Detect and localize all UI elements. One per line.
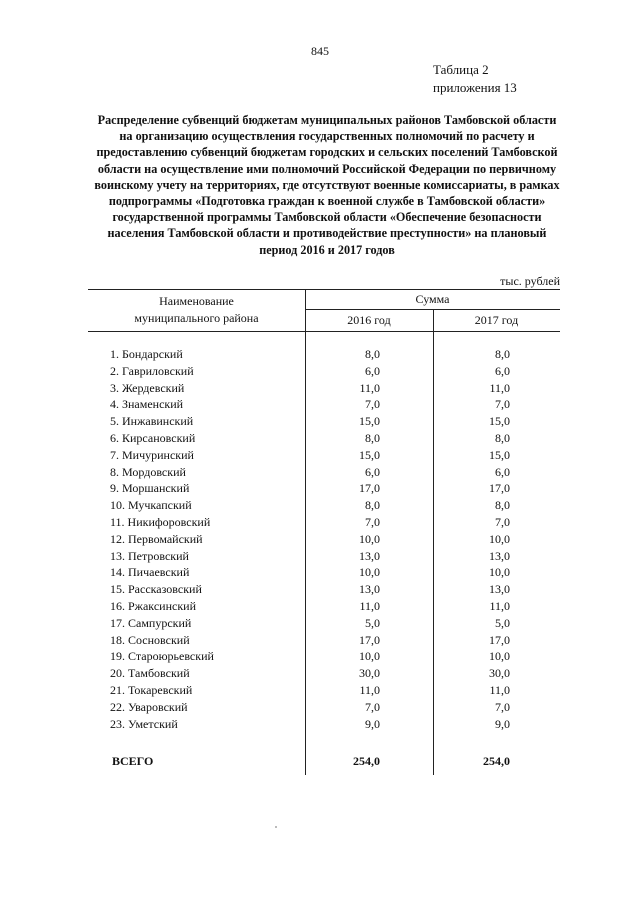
table-row <box>0 413 640 430</box>
table-row <box>0 380 640 397</box>
value-2016: 7,0 <box>365 699 380 714</box>
district-name: 1. Бондарский <box>110 347 183 361</box>
table-row <box>0 464 640 481</box>
value-2017: 10,0 <box>489 649 510 664</box>
value-2016: 11,0 <box>359 682 380 697</box>
table-row <box>0 648 640 665</box>
value-2017: 7,0 <box>495 514 510 529</box>
district-name: 9. Моршанский <box>110 481 190 496</box>
units-label: тыс. рублей <box>500 274 560 288</box>
table-row <box>0 430 640 447</box>
value-2016: 6,0 <box>365 363 380 378</box>
district-name: 6. Кирсановский <box>110 430 196 445</box>
table-row <box>0 682 640 699</box>
value-2016: 15,0 <box>359 414 380 429</box>
table-row <box>0 346 640 363</box>
value-2017: 7,0 <box>495 397 510 412</box>
value-2017: 6,0 <box>495 363 510 378</box>
value-2016: 10,0 <box>359 649 380 664</box>
value-2016: 11,0 <box>359 598 380 613</box>
district-name: 5. Инжавинский <box>110 414 194 429</box>
scan-speck <box>275 826 277 828</box>
value-2016: 5,0 <box>365 615 380 630</box>
value-2017: 13,0 <box>489 548 510 563</box>
header-name-line2: муниципального района <box>134 311 259 325</box>
value-2017: 5,0 <box>495 615 510 630</box>
table-row <box>0 581 640 598</box>
district-name: 19. Староюрьевский <box>110 649 214 664</box>
district-name: 17. Сампурский <box>110 615 192 630</box>
district-name: 3. Жердевский <box>110 380 185 395</box>
table-row <box>0 665 640 682</box>
table-row <box>0 531 640 548</box>
value-2017: 10,0 <box>489 565 510 580</box>
district-name: 8. Мордовский <box>110 464 186 479</box>
district-name: 4. Знаменский <box>110 397 184 412</box>
district-name: 10. Мучкапский <box>110 498 192 513</box>
table-row <box>0 564 640 581</box>
value-2017: 30,0 <box>489 666 510 681</box>
district-name: 14. Пичаевский <box>110 565 190 580</box>
value-2017: 11,0 <box>489 682 510 697</box>
table-row <box>0 514 640 531</box>
value-2017: 8,0 <box>495 498 510 513</box>
value-2017: 15,0 <box>489 414 510 429</box>
value-2016: 8,0 <box>365 498 380 513</box>
table-row <box>0 548 640 565</box>
value-2016: 10,0 <box>359 531 380 546</box>
district-name: 12. Первомайский <box>110 531 203 546</box>
table-row <box>0 632 640 649</box>
table-reference-line1: Таблица 2 <box>433 62 489 77</box>
value-2016: 6,0 <box>365 464 380 479</box>
table-header-bottom-border <box>88 331 560 332</box>
district-name: 7. Мичуринский <box>110 447 194 462</box>
document-title: Распределение субвенций бюджетам муниципальных районов Тамбовской области на организацию осуществления государственных полномочий по расчету и предоставлению субвенций бюджетам городских и сельских поселений Тамбовской области на осуществление ими полномочий Российской Федерации по первичному воинскому учету на территориях, где отсутствуют военные комиссариаты, в рамках подпрограммы «Подготовка граждан к военной службе в Тамбовской области» государственной программы Тамбовской области «Обеспечение безопасности населения Тамбовской области и противодействие преступности» на плановый период 2016 и 2017 годов <box>94 113 560 257</box>
district-name: 15. Рассказовский <box>110 582 202 597</box>
value-2016: 7,0 <box>365 397 380 412</box>
value-2016: 13,0 <box>359 548 380 563</box>
district-name: 20. Тамбовский <box>110 666 190 681</box>
total-2016: 254,0 <box>353 754 380 768</box>
value-2017: 13,0 <box>489 582 510 597</box>
table-row <box>0 363 640 380</box>
total-label: ВСЕГО <box>112 754 154 768</box>
district-name: 2. Гавриловский <box>110 363 194 378</box>
district-name: 13. Петровский <box>110 548 189 563</box>
value-2017: 17,0 <box>489 481 510 496</box>
header-2017: 2017 год <box>474 313 519 327</box>
table-reference-line2: приложения 13 <box>433 80 517 95</box>
page-number: 845 <box>311 44 329 58</box>
value-2016: 13,0 <box>359 582 380 597</box>
district-name: 16. Ржаксинский <box>110 598 196 613</box>
district-name: 11. Никифоровский <box>110 514 211 529</box>
district-name: 21. Токаревский <box>110 682 193 697</box>
value-2017: 8,0 <box>495 347 510 361</box>
table-total-row <box>0 752 640 770</box>
value-2017: 8,0 <box>495 430 510 445</box>
district-name: 23. Уметский <box>110 716 178 731</box>
value-2017: 6,0 <box>495 464 510 479</box>
table-row <box>0 699 640 716</box>
value-2017: 10,0 <box>489 531 510 546</box>
table-row <box>0 598 640 615</box>
value-2017: 15,0 <box>489 447 510 462</box>
value-2017: 11,0 <box>489 598 510 613</box>
table-row <box>0 447 640 464</box>
value-2016: 9,0 <box>365 716 380 731</box>
value-2016: 17,0 <box>359 632 380 647</box>
value-2016: 30,0 <box>359 666 380 681</box>
value-2016: 8,0 <box>365 430 380 445</box>
header-2016: 2016 год <box>347 313 391 327</box>
header-sum: Сумма <box>415 292 450 306</box>
table-row <box>0 615 640 632</box>
table-body <box>0 346 640 732</box>
value-2016: 15,0 <box>359 447 380 462</box>
value-2016: 7,0 <box>365 514 380 529</box>
table-row <box>0 497 640 514</box>
value-2017: 7,0 <box>495 699 510 714</box>
table-row <box>0 396 640 413</box>
value-2016: 11,0 <box>359 380 380 395</box>
value-2017: 11,0 <box>489 380 510 395</box>
value-2016: 8,0 <box>365 347 380 361</box>
value-2017: 17,0 <box>489 632 510 647</box>
value-2017: 9,0 <box>495 716 510 731</box>
value-2016: 10,0 <box>359 565 380 580</box>
table-top-border <box>88 289 560 290</box>
table-row <box>0 480 640 497</box>
total-2017: 254,0 <box>483 754 510 768</box>
table-row <box>0 716 640 733</box>
header-name-line1: Наименование <box>159 294 234 308</box>
district-name: 18. Сосновский <box>110 632 190 647</box>
value-2016: 17,0 <box>359 481 380 496</box>
district-name: 22. Уваровский <box>110 699 188 714</box>
